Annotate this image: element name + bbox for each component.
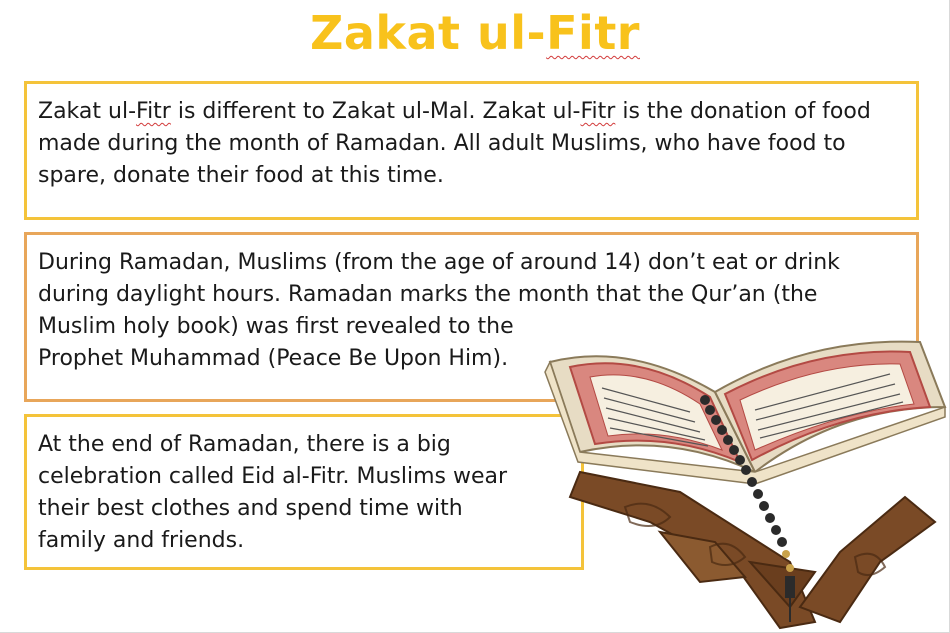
info-box-ramadan-line-4: Prophet Muhammad (Peace Be Upon Him). [38, 346, 509, 371]
text-run: Zakat ul- [38, 99, 137, 124]
info-box-zakat-text [38, 96, 906, 192]
info-box-eid-line-1: At the end of Ramadan, there is a big [38, 432, 451, 457]
quran-on-rehal-stand-icon [540, 322, 950, 633]
spellcheck-word: Fitr [136, 99, 171, 124]
text-run: is the donation of food made during the month of Ramadan. All adult Muslims, who have food to spare, donate their food at this time. [38, 99, 871, 188]
info-box-eid-line-3: their best clothes and spend time with [38, 496, 463, 521]
info-box-ramadan-line-2: during daylight hours. Ramadan marks the month that the Qur’an (the [38, 282, 818, 307]
spellcheck-word: Fitr [580, 99, 616, 124]
text-run: is different to Zakat ul-Mal. Zakat ul- [170, 99, 581, 124]
info-box-ramadan-line-3: Muslim holy book) was first revealed to the [38, 314, 514, 339]
info-box-eid [24, 414, 584, 570]
page-title [0, 6, 950, 60]
title-flagged-word: Fitr [546, 6, 640, 60]
info-box-eid-line-4: family and friends. [38, 528, 245, 553]
title-prefix: Zakat ul- [309, 6, 547, 60]
info-box-zakat [24, 81, 919, 220]
info-box-ramadan-line-1: During Ramadan, Muslims (from the age of around 14) don’t eat or drink [38, 250, 840, 275]
info-box-eid-line-2: celebration called Eid al-Fitr. Muslims wear [38, 464, 508, 489]
